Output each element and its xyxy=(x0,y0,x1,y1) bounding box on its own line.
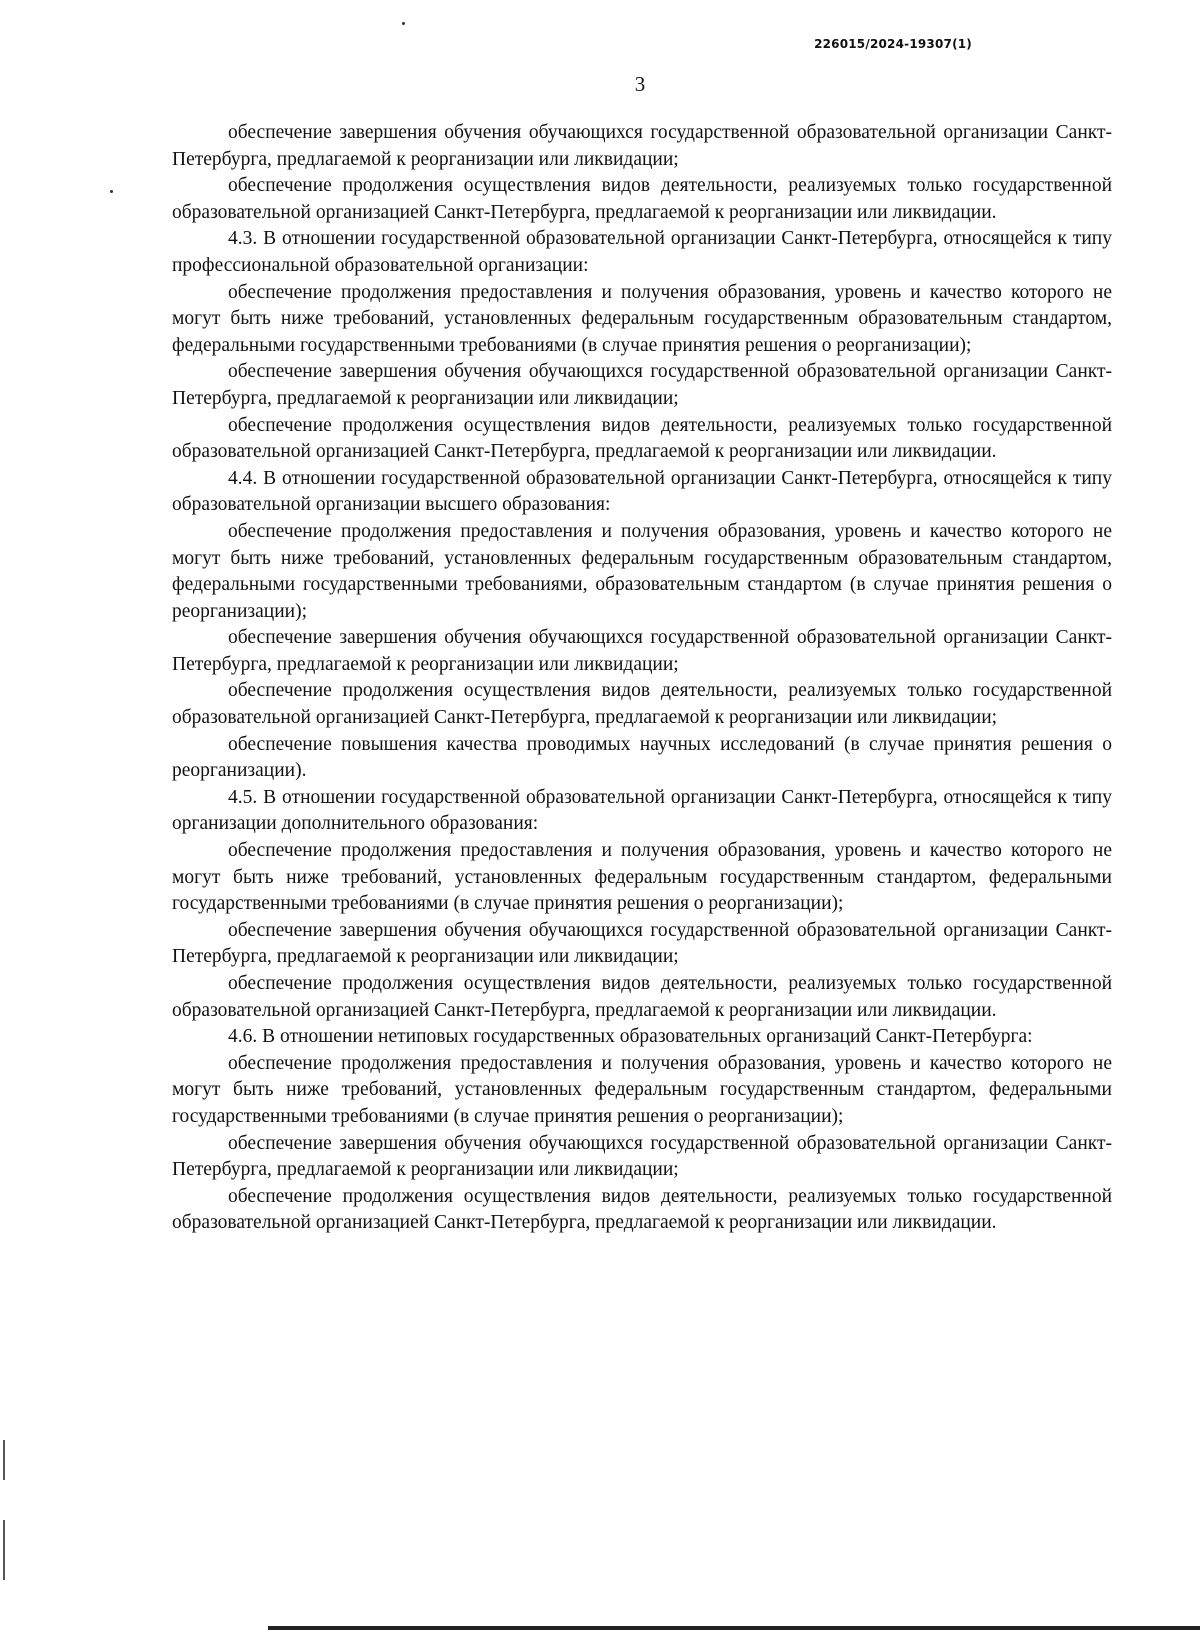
page-number: 3 xyxy=(634,72,646,96)
section-paragraph-4-5: 4.5. В отношении государственной образовательной организации Санкт-Петербурга, относящейся к типу организации дополнительного образования: xyxy=(172,786,1112,835)
section-paragraph-4-3: 4.3. В отношении государственной образовательной организации Санкт-Петербурга, относящейся к типу профессиональной образовательной организации: xyxy=(172,228,1112,276)
document-registration-number: 226015/2024-19307(1) xyxy=(814,37,972,51)
paragraph: обеспечение повышения качества проводимых научных исследований (в случае принятия решения о реорганизации). xyxy=(172,733,1112,782)
scan-edge-mark xyxy=(3,1440,5,1480)
paragraph: обеспечение завершения обучения обучающихся государственной образовательной организации Санкт-Петербурга, предлагаемой к реорганизации или ликвидации; xyxy=(172,361,1112,409)
paragraph: обеспечение продолжения предоставления и получения образования, уровень и качество которого не могут быть ниже требований, установленных федеральным государственным образовательным стандартом, федеральными государственными требованиями, образовательным стандартом (в случае принятия решения о реорганизации); xyxy=(172,520,1112,622)
paragraph: обеспечение завершения обучения обучающихся государственной образовательной организации Санкт-Петербурга, предлагаемой к реорганизации или ликвидации; xyxy=(172,122,1112,170)
paragraph: обеспечение завершения обучения обучающихся государственной образовательной организации Санкт-Петербурга, предлагаемой к реорганизации или ликвидации; xyxy=(172,1132,1112,1181)
section-paragraph-4-6: 4.6. В отношении нетиповых государственных образовательных организаций Санкт-Петербурга: xyxy=(228,1026,1033,1048)
scan-bottom-edge xyxy=(268,1626,1200,1630)
paragraph: обеспечение продолжения осуществления видов деятельности, реализуемых только государственной образовательной организацией Санкт-Петербурга, предлагаемой к реорганизации или ликвидации. xyxy=(172,175,1112,223)
scan-speck xyxy=(110,190,113,193)
paragraph: обеспечение завершения обучения обучающихся государственной образовательной организации Санкт-Петербурга, предлагаемой к реорганизации или ликвидации; xyxy=(172,627,1112,675)
document-body xyxy=(172,120,1112,1237)
paragraph: обеспечение продолжения осуществления видов деятельности, реализуемых только государственной образовательной организацией Санкт-Петербурга, предлагаемой к реорганизации или ликвидации. xyxy=(172,973,1112,1021)
paragraph: обеспечение продолжения предоставления и получения образования, уровень и качество которого не могут быть ниже требований, установленных федеральным государственным образовательным стандартом, федеральными государственными требованиями (в случае принятия решения о реорганизации); xyxy=(172,281,1112,356)
paragraph: обеспечение продолжения осуществления видов деятельности, реализуемых только государственной образовательной организацией Санкт-Петербурга, предлагаемой к реорганизации или ликвидации; xyxy=(172,680,1112,729)
scan-speck xyxy=(402,22,405,25)
paragraph: обеспечение продолжения осуществления видов деятельности, реализуемых только государственной образовательной организацией Санкт-Петербурга, предлагаемой к реорганизации или ликвидации. xyxy=(172,1185,1112,1234)
paragraph: обеспечение продолжения предоставления и получения образования, уровень и качество которого не могут быть ниже требований, установленных федеральным государственным стандартом, федеральными государственными требованиями (в случае принятия решения о реорганизации); xyxy=(172,840,1112,915)
paragraph: обеспечение продолжения предоставления и получения образования, уровень и качество которого не могут быть ниже требований, установленных федеральным государственным стандартом, федеральными государственными требованиями (в случае принятия решения о реорганизации); xyxy=(172,1052,1112,1127)
scan-edge-mark xyxy=(3,1520,5,1580)
paragraph: обеспечение продолжения осуществления видов деятельности, реализуемых только государственной образовательной организацией Санкт-Петербурга, предлагаемой к реорганизации или ликвидации. xyxy=(172,414,1112,463)
paragraph: обеспечение завершения обучения обучающихся государственной образовательной организации Санкт-Петербурга, предлагаемой к реорганизации или ликвидации; xyxy=(172,919,1112,968)
section-paragraph-4-4: 4.4. В отношении государственной образовательной организации Санкт-Петербурга, относящейся к типу образовательной организации высшего образования: xyxy=(172,467,1112,516)
